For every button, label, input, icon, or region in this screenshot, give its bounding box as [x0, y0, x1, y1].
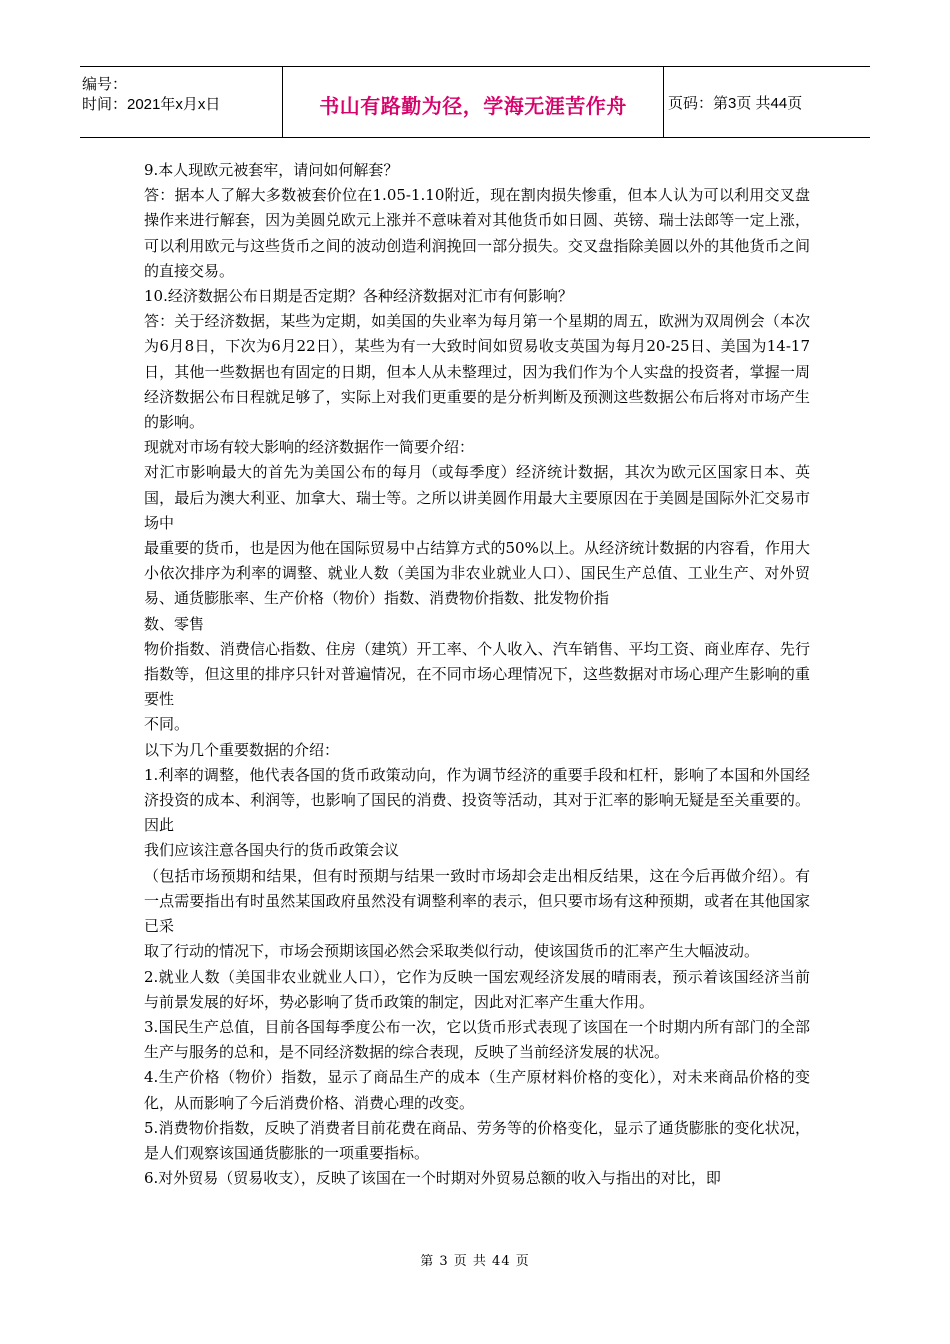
paragraph: 以下为几个重要数据的介绍： — [144, 740, 340, 759]
paragraph: 我们应该注意各国央行的货币政策会议 — [144, 841, 400, 860]
paragraph: 不同。 — [144, 715, 190, 734]
paragraph: 答：关于经济数据，某些为定期，如美国的失业率为每月第一个星期的周五，欧洲为双周例会（本次为6月8日，下次为6月22日），某些为有一大致时间如贸易收支英国为每月20-25日、美国为14-17日，其他一些数据也有固定的日期，但本人从未整理过，因为我们作为个人实盘的投资者，掌握一周经济数据公布日程就足够了，实际上对我们更重要的是分析判断及预测这些数据公布后将对市场产生的影响。 — [144, 312, 810, 432]
header-page-number: 页码：第3页 共44页 — [668, 95, 803, 112]
paragraph: 2.就业人数（美国非农业就业人口），它作为反映一国宏观经济发展的晴雨表，预示着该国经济当前与前景发展的好坏，势必影响了货币政策的制定，因此对汇率产生重大作用。 — [144, 967, 810, 1011]
paragraph: 3.国民生产总值，目前各国每季度公布一次，它以货币形式表现了该国在一个时期内所有部门的全部生产与服务的总和，是不同经济数据的综合表现，反映了当前经济发展的状况。 — [144, 1017, 810, 1062]
document-body — [144, 158, 810, 1191]
paragraph: 对汇市影响最大的首先为美国公布的每月（或每季度）经济统计数据，其次为欧元区国家日本、英国，最后为澳大利亚、加拿大、瑞士等。之所以讲美圆作用最大主要原因在于美圆是国际外汇交易市场中 — [144, 463, 810, 532]
paragraph: 取了行动的情况下，市场会预期该国必然会采取类似行动，使该国货币的汇率产生大幅波动。 — [144, 942, 760, 961]
paragraph: 10.经济数据公布日期是否定期？各种经济数据对汇市有何影响？ — [144, 287, 573, 306]
header-page-cell — [664, 67, 870, 137]
header-motto-cell — [283, 67, 664, 137]
header-info-cell — [80, 67, 283, 137]
document-number-label: 编号： — [82, 76, 128, 93]
paragraph: 答：据本人了解大多数被套价位在1.05-1.10附近，现在割肉损失惨重，但本人认为可以利用交叉盘操作来进行解套，因为美圆兑欧元上涨并不意味着对其他货币如日圆、英镑、瑞士法郎等一定上涨，可以利用欧元与这些货币之间的波动创造利润挽回一部分损失。交叉盘指除美圆以外的其他货币之间的直接交易。 — [144, 186, 810, 280]
paragraph: 物价指数、消费信心指数、住房（建筑）开工率、个人收入、汽车销售、平均工资、商业库存、先行指数等，但这里的排序只针对普遍情况，在不同市场心理情况下，这些数据对市场心理产生影响的重要性 — [144, 639, 810, 709]
paragraph: 现就对市场有较大影响的经济数据作一简要介绍： — [144, 438, 475, 457]
paragraph: 5.消费物价指数，反映了消费者目前花费在商品、劳务等的价格变化，显示了通货膨胀的变化状况，是人们观察该国通货膨胀的一项重要指标。 — [144, 1118, 810, 1162]
paragraph: 1.利率的调整，他代表各国的货币政策动向，作为调节经济的重要手段和杠杆，影响了本国和外国经济投资的成本、利润等，也影响了国民的消费、投资等活动，其对于汇率的影响无疑是至关重要的。因此 — [144, 765, 810, 835]
document-time-label: 时间：2021年x月x日 — [82, 96, 221, 113]
paragraph: 4.生产价格（物价）指数，显示了商品生产的成本（生产原材料价格的变化），对未来商品价格的变化，从而影响了今后消费价格、消费心理的改变。 — [144, 1068, 810, 1112]
paragraph: 最重要的货币，也是因为他在国际贸易中占结算方式的50%以上。从经济统计数据的内容看，作用大小依次排序为利率的调整、就业人数（美国为非农业就业人口）、国民生产总值、工业生产、对外贸易、通货膨胀率、生产价格（物价）指数、消费物价指数、批发物价指 — [144, 539, 810, 608]
page-footer: 第 3 页 共 44 页 — [420, 1254, 530, 1269]
page-header — [80, 66, 870, 138]
paragraph: （包括市场预期和结果，但有时预期与结果一致时市场却会走出相反结果，这在今后再做介绍）。有一点需要指出有时虽然某国政府虽然没有调整利率的表示，但只要市场有这种预期，或者在其他国家已采 — [144, 866, 810, 936]
paragraph: 9.本人现欧元被套牢，请问如何解套？ — [144, 161, 399, 179]
header-motto: 书山有路勤为径，学海无涯苦作舟 — [319, 96, 627, 118]
paragraph: 数、零售 — [144, 614, 205, 633]
paragraph: 6.对外贸易（贸易收支），反映了该国在一个时期对外贸易总额的收入与指出的对比，即 — [144, 1169, 721, 1188]
